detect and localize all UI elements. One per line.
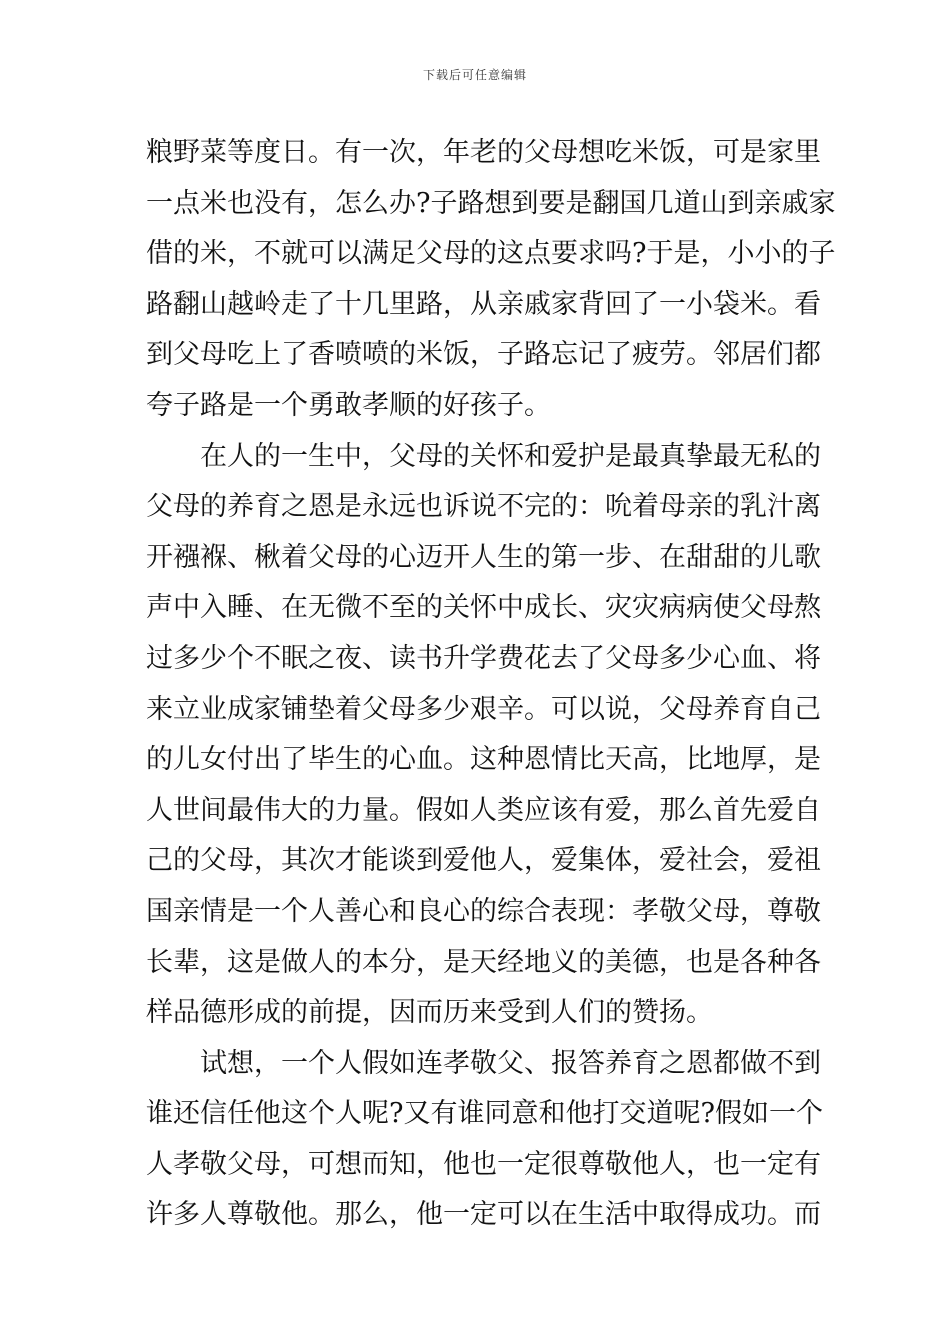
text-line: 过多少个不眠之夜、读书升学费花去了父母多少心血、将 bbox=[146, 642, 821, 674]
text-line: 一点米也没有，怎么办?子路想到要是翻国几道山到亲戚家 bbox=[146, 187, 836, 219]
text-line: 路翻山越岭走了十几里路，从亲戚家背回了一小袋米。看 bbox=[146, 288, 821, 320]
text-line: 人孝敬父母，可想而知，他也一定很尊敬他人，也一定有 bbox=[146, 1148, 821, 1180]
text-line: 粮野菜等度日。有一次，年老的父母想吃米饭，可是家里 bbox=[146, 137, 821, 168]
text-line: 声中入睡、在无微不至的关怀中成长、灾灾病病使父母熬 bbox=[146, 592, 821, 624]
text-line: 夸子路是一个勇敢孝顺的好孩子。 bbox=[146, 389, 551, 421]
text-line: 试想，一个人假如连孝敬父、报答养育之恩都做不到 bbox=[200, 1047, 821, 1079]
paragraph-1 bbox=[146, 128, 836, 432]
text-line: 样品德形成的前提，因而历来受到人们的赞扬。 bbox=[146, 997, 713, 1029]
text-line: 的儿女付出了毕生的心血。这种恩情比天高，比地厚，是 bbox=[146, 744, 821, 776]
text-line: 长辈，这是做人的本分，是天经地义的美德，也是各种各 bbox=[146, 946, 821, 978]
text-line: 人世间最伟大的力量。假如人类应该有爱，那么首先爱自 bbox=[146, 794, 821, 826]
text-line: 国亲情是一个人善心和良心的综合表现：孝敬父母，尊敬 bbox=[146, 895, 821, 927]
text-line: 父母的养育之恩是永远也诉说不完的：吮着母亲的乳汁离 bbox=[146, 491, 821, 523]
text-line: 己的父母，其次才能谈到爱他人，爱集体，爱社会，爱祖 bbox=[146, 845, 821, 877]
document-body bbox=[146, 128, 836, 1241]
text-line: 在人的一生中，父母的关怀和爱护是最真挚最无私的 bbox=[200, 440, 821, 472]
text-line: 到父母吃上了香喷喷的米饭，子路忘记了疲劳。邻居们都 bbox=[146, 339, 821, 371]
text-line: 谁还信任他这个人呢?又有谁同意和他打交道呢?假如一个 bbox=[146, 1098, 823, 1130]
text-line: 开襁褓、楸着父母的心迈开人生的第一步、在甜甜的儿歌 bbox=[146, 541, 821, 573]
text-line: 许多人尊敬他。那么，他一定可以在生活中取得成功。而 bbox=[146, 1199, 821, 1231]
page-header: 下载后可任意编辑 bbox=[422, 68, 527, 82]
paragraph-2 bbox=[146, 432, 821, 1039]
paragraph-3 bbox=[146, 1039, 823, 1241]
text-line: 借的米，不就可以满足父母的这点要求吗?于是，小小的子 bbox=[146, 238, 836, 270]
text-line: 来立业成家铺垫着父母多少艰辛。可以说，父母养育自己 bbox=[146, 693, 821, 725]
